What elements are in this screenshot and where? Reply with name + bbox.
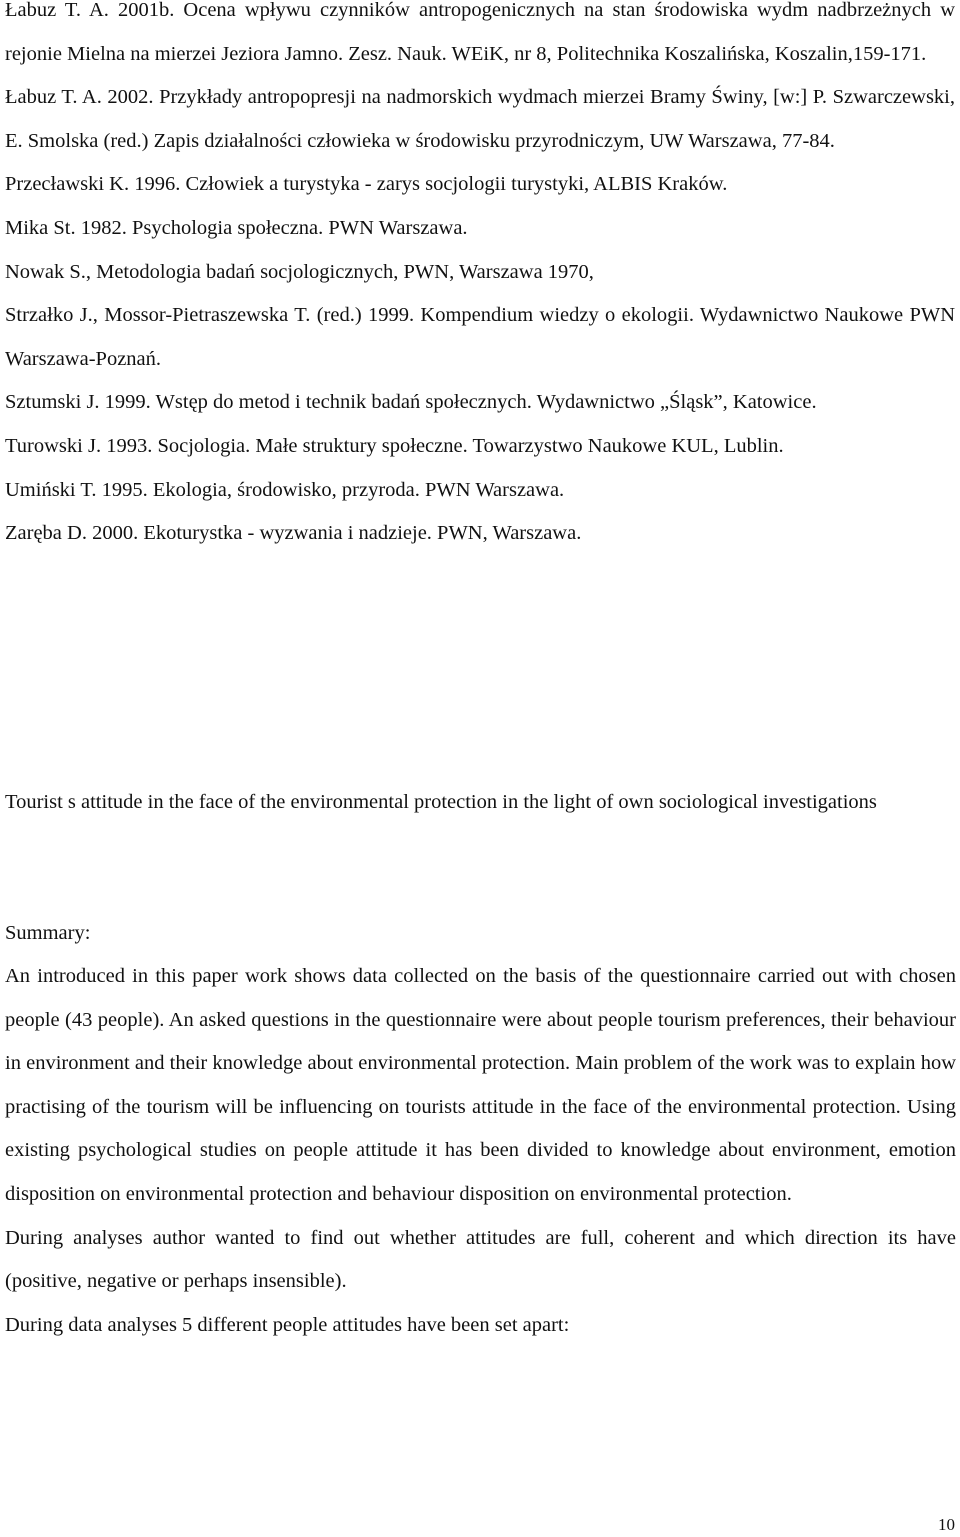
reference-item: Przecławski K. 1996. Człowiek a turystyka - zarys socjologii turystyki, ALBIS Kraków. bbox=[5, 173, 728, 196]
reference-item: Nowak S., Metodologia badań socjologicznych, PWN, Warszawa 1970, bbox=[5, 260, 594, 283]
reference-item: Mika St. 1982. Psychologia społeczna. PWN Warszawa. bbox=[5, 216, 468, 239]
reference-item: Łabuz T. A. 2001b. Ocena wpływu czynników antropogenicznych na stan środowiska wydm nadbrzeżnych w rejonie Mielna na mierzei Jeziora Jamno. Zesz. Nauk. WEiK, nr 8, Politechnika Koszalińska, Koszalin,159-171. bbox=[5, 0, 955, 65]
page-number: 10 bbox=[938, 1515, 955, 1534]
reference-list bbox=[5, 0, 955, 556]
reference-item: Łabuz T. A. 2002. Przykłady antropopresji na nadmorskich wydmach mierzei Bramy Świny, [w:] P. Szwarczewski, E. Smolska (red.) Zapis działalności człowieka w środowisku przyrodniczym, UW Warszawa, 77-84. bbox=[5, 86, 955, 152]
summary-paragraph: During analyses author wanted to find out whether attitudes are full, coherent and which direction its have (positive, negative or perhaps insensible). bbox=[5, 1226, 956, 1293]
reference-item: Strzałko J., Mossor-Pietraszewska T. (red.) 1999. Kompendium wiedzy o ekologii. Wydawnictwo Naukowe PWN Warszawa-Poznań. bbox=[5, 304, 955, 370]
reference-item: Umiński T. 1995. Ekologia, środowisko, przyroda. PWN Warszawa. bbox=[5, 478, 565, 501]
reference-item: Zaręba D. 2000. Ekoturystka - wyzwania i nadzieje. PWN, Warszawa. bbox=[5, 522, 582, 545]
summary-heading: Summary: bbox=[5, 922, 91, 944]
english-title: Tourist s attitude in the face of the environmental protection in the light of own sociological investigations bbox=[5, 791, 877, 813]
reference-item: Sztumski J. 1999. Wstęp do metod i technik badań społecznych. Wydawnictwo „Śląsk”, Katowice. bbox=[5, 391, 817, 414]
summary-body bbox=[5, 955, 956, 1347]
summary-paragraph: During data analyses 5 different people attitudes have been set apart: bbox=[5, 1313, 570, 1336]
summary-paragraph: An introduced in this paper work shows data collected on the basis of the questionnaire carried out with chosen people (43 people). An asked questions in the questionnaire were about people tourism preferences, their behaviour in environment and their knowledge about environmental protection. Main problem of the work was to explain how practising of the tourism will be influencing on tourists attitude in the face of the environmental protection. Using existing psychological studies on people attitude it has been divided to knowledge about environment, emotion disposition on environmental protection and behaviour disposition on environmental protection. bbox=[5, 965, 956, 1205]
reference-item: Turowski J. 1993. Socjologia. Małe struktury społeczne. Towarzystwo Naukowe KUL, Lublin. bbox=[5, 434, 784, 457]
